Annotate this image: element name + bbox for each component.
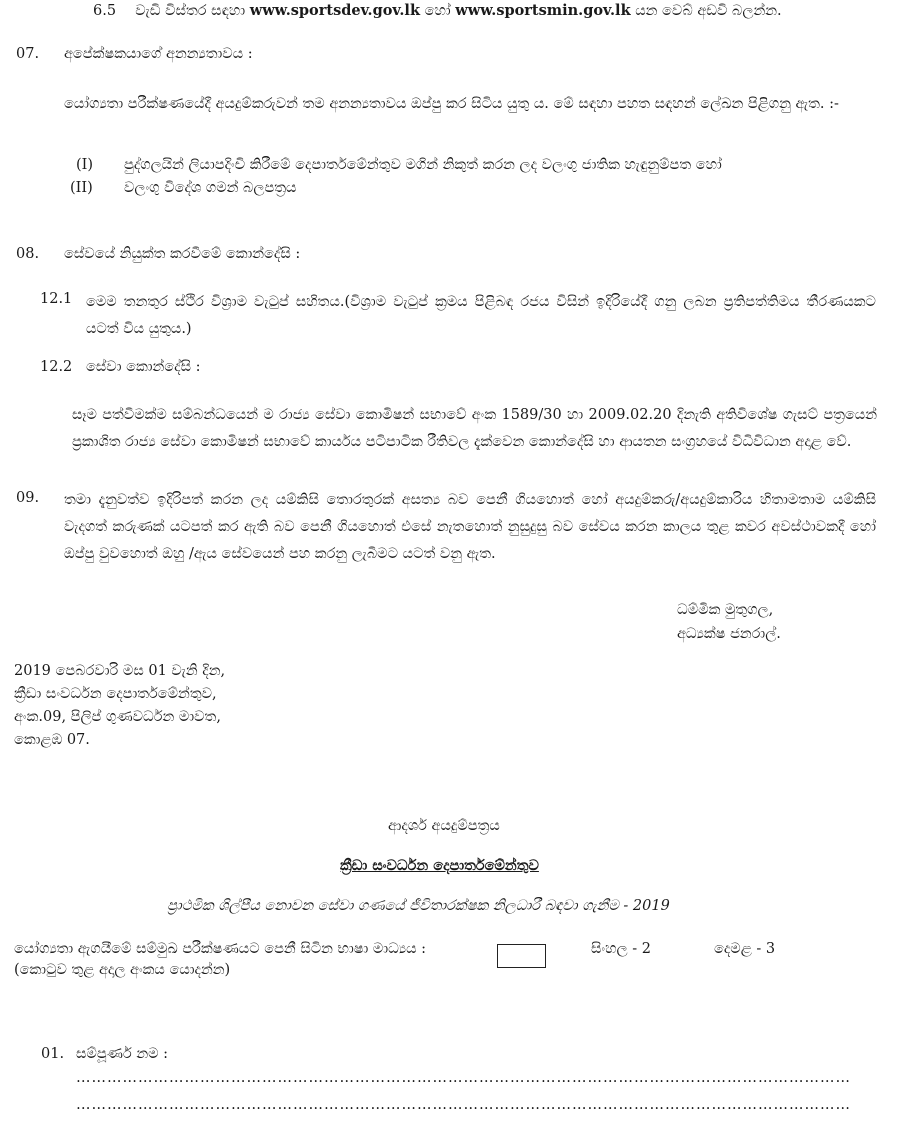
id-item-1-text: පුද්ගලයින් ලියාපදිංචි කිරීමේ දෙපාර්තමේන්තුව මගින් නිකුත් කරන ලද වලංගු ජාතික හැඳුනුම්පත හෝ: [124, 157, 722, 173]
language-medium-label: යෝග්‍යතා ඇගයීමේ සම්මුඛ පරීක්ෂණයට පෙනී සිටින භාෂා මාධ්‍යය :: [14, 941, 426, 957]
section-08-number: 08.: [16, 246, 40, 262]
question-01-label: සම්පූර්ණ නම :: [76, 1046, 169, 1062]
section-6-5: [93, 2, 782, 19]
form-department: ක්‍රීඩා සංවර්ධන දෙපාර්තමේන්තුව: [340, 857, 539, 874]
section-text-post: යන වෙබ් අඩවි බලන්න.: [630, 3, 782, 19]
id-item-2-text: වලංගු විදේශ ගමන් බලපත්‍රය: [124, 180, 297, 196]
section-09-number: 09.: [16, 490, 40, 506]
full-name-line-2[interactable]: ……………………………………………………………………………………………………………………………………: [76, 1097, 851, 1113]
form-subtitle: ප්‍රාථමික ශිල්පීය නොවන සේවා ගණයේ ජීවිතාරක්ෂක නිලධාරී බඳවා ගැනීම - 2019: [167, 898, 670, 914]
clause-12-2-text: සෑම පත්වීමක්ම සම්බන්ධයෙන් ම රාජ්‍ය සේවා කොමිෂන් සභාවේ අංක 1589/30 හා 2009.02.20 දිනැති අතිවිශේෂ ගැසට් පත්‍රයෙන් ප්‍රකාශිත රාජ්‍ය සේවා කොමිෂන් සභාවේ කාර්යය පටිපාටික රීතිවල දැක්වෙන කොන්දේසි හා ආයතන සංග්‍රහයේ විධිවිධාන අදාළ වේ.: [72, 407, 877, 450]
address-line-dept: ක්‍රීඩා සංවර්ධන දෙපාර්තමේන්තුව,: [14, 686, 217, 702]
url-sportsmin: www.sportsmin.gov.lk: [455, 2, 631, 19]
section-text: වැඩි විස්තර සඳහා: [135, 3, 250, 19]
signatory-name: ධම්මික මුතුගල,: [677, 602, 774, 618]
full-name-line-1[interactable]: ……………………………………………………………………………………………………………………………………: [76, 1070, 851, 1086]
id-item-1-number: (I): [76, 157, 94, 173]
section-number: 6.5: [93, 3, 117, 19]
clause-12-1-number: 12.1: [40, 291, 73, 307]
section-07-number: 07.: [16, 46, 40, 62]
url-sportsdev: www.sportsdev.gov.lk: [249, 2, 420, 19]
section-07-heading: අපේක්ෂකයාගේ අනන්‍යතාවය :: [64, 46, 253, 62]
address-line-city: කොළඹ 07.: [14, 732, 90, 748]
clause-12-2-number: 12.2: [40, 359, 73, 375]
question-01-number: 01.: [41, 1046, 65, 1062]
section-08-heading: සේවයේ නියුක්ත කරවීමේ කොන්දේසි :: [64, 246, 301, 262]
option-sinhala: සිංහල - 2: [591, 941, 651, 957]
language-medium-note: (කොටුව තුළ අදාල අංකය යොදන්න): [14, 962, 231, 978]
section-text-mid: හෝ: [420, 3, 456, 19]
address-line-street: අංක.09, පිලිප් ගුණවර්ධන මාවත,: [14, 709, 221, 725]
language-medium-input-box[interactable]: [497, 944, 546, 968]
form-title: ආදර්ශ අයදුම්පත්‍රය: [388, 818, 500, 834]
id-item-2-number: (II): [70, 180, 93, 196]
section-09-text: තමා දැනුවත්ව ඉදිරිපත් කරන ලද යම්කිසි තොරතුරක් අසත්‍ය බව පෙනී ගියහොත් හෝ අයදුම්කරු/අයදුම්කාරිය හිතාමතාම යම්කිසි වැදගත් කරුණක් යටපත් කර ඇති බව පෙනී ගියහොත් එසේ නැතහොත් නුසුදුසු බව සේවය කරන කාලය තුළ කවර අවස්ථාවකදී හෝ ඔප්පු වුවහොත් ඔහු /ඇය සේවයෙන් පහ කරනු ලැබීමට යටත් වනු ඇත.: [64, 492, 876, 562]
address-line-date: 2019 පෙබරවාරි මස 01 වැනි දින,: [14, 663, 226, 679]
section-07-paragraph: යෝග්‍යතා පරීක්ෂණයේදී අයදුම්කරුවන් තම අනන්‍යතාවය ඔප්පු කර සිටිය යුතු ය. මේ සඳහා පහත සඳහන් ලේඛන පිළිගනු ඇත. :-: [64, 96, 839, 112]
signatory-title: අධ්‍යක්ෂ ජනරාල්.: [677, 626, 781, 642]
option-tamil: දෙමළ - 3: [714, 941, 776, 957]
clause-12-1-text: මෙම තනතුර ස්ථිර විශ්‍රාම වැටුප් සහිතය.(විශ්‍රාම වැටුප් ක්‍රමය පිළිබඳ රජය විසින් ඉදිරියේදී ගනු ලබන ප්‍රතිපත්තිමය තීරණයකට යටත් විය යුතුය.): [86, 294, 876, 337]
clause-12-2-heading: සේවා කොන්දේසි :: [86, 359, 201, 375]
